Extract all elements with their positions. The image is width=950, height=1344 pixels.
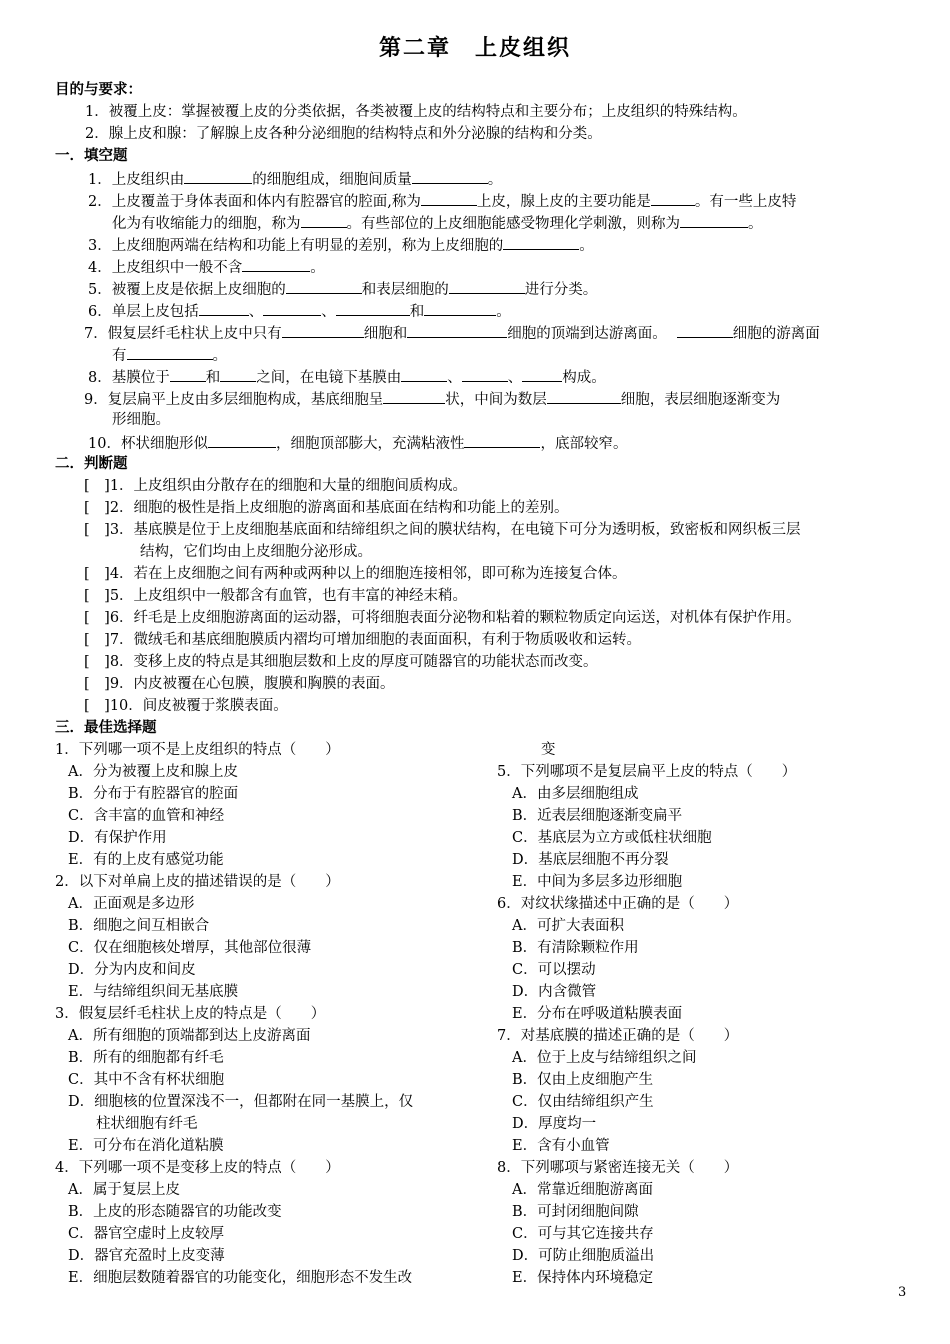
choice-option: B．细胞之间互相嵌合 bbox=[68, 918, 210, 934]
choice-option: D．内含微管 bbox=[512, 984, 597, 1000]
choice-question: 7．对基底膜的描述正确的是（ ） bbox=[497, 1028, 739, 1044]
choice-option: A．分为被覆上皮和腺上皮 bbox=[68, 764, 238, 780]
choice-option: C．其中不含有杯状细胞 bbox=[68, 1072, 225, 1088]
objective-item: 1．被覆上皮：掌握被覆上皮的分类依据，各类被覆上皮的结构特点和主要分布；上皮组织的特殊结构。 bbox=[85, 104, 747, 120]
choice-option: B．近表层细胞逐渐变扁平 bbox=[512, 808, 683, 824]
choice-option: D．细胞核的位置深浅不一，但都附在同一基膜上，仅 bbox=[68, 1094, 414, 1110]
choice-option: C．仅在细胞核处增厚，其他部位很薄 bbox=[68, 940, 312, 956]
fill-q9-cont: 形细胞。 bbox=[112, 412, 170, 428]
choice-option: E．有的上皮有感觉功能 bbox=[68, 852, 224, 868]
choice-option: B．分布于有腔器官的腔面 bbox=[68, 786, 239, 802]
choice-text-cont: 变 bbox=[541, 742, 556, 758]
judge-item-cont: 结构，它们均由上皮细胞分泌形成。 bbox=[140, 544, 372, 560]
choice-question: 3．假复层纤毛柱状上皮的特点是（ ） bbox=[55, 1006, 326, 1022]
choice-option: A．由多层细胞组成 bbox=[512, 786, 639, 802]
choice-option: C．基底层为立方或低柱状细胞 bbox=[512, 830, 712, 846]
judge-item: [ ]4．若在上皮细胞之间有两种或两种以上的细胞连接相邻，即可称为连接复合体。 bbox=[84, 566, 627, 582]
judge-item: [ ]2．细胞的极性是指上皮细胞的游离面和基底面在结构和功能上的差别。 bbox=[84, 500, 569, 516]
fill-q1: 1．上皮组织由 的细胞组成，细胞间质量 。 bbox=[88, 168, 502, 192]
choice-question: 8．下列哪项与紧密连接无关（ ） bbox=[497, 1160, 739, 1176]
choice-option: B．上皮的形态随器官的功能改变 bbox=[68, 1204, 282, 1220]
objectives-heading: 目的与要求： bbox=[55, 82, 142, 98]
choice-option: B．可封闭细胞间隙 bbox=[512, 1204, 639, 1220]
judge-item: [ ]9．内皮被覆在心包膜，腹膜和胸膜的表面。 bbox=[84, 676, 395, 692]
fill-q2-cont: 化为有收缩能力的细胞，称为 。有些部位的上皮细胞能感受物理化学刺激，则称为 。 bbox=[112, 212, 763, 236]
choice-option: E．分布在呼吸道粘膜表面 bbox=[512, 1006, 683, 1022]
choice-option: D．分为内皮和间皮 bbox=[68, 962, 196, 978]
choice-option: A．所有细胞的顶端都到达上皮游离面 bbox=[68, 1028, 311, 1044]
choice-option: D．基底层细胞不再分裂 bbox=[512, 852, 669, 868]
choice-heading: 三．最佳选择题 bbox=[55, 720, 157, 736]
choice-text-cont: 柱状细胞有纤毛 bbox=[96, 1116, 198, 1132]
choice-option: C．可以摆动 bbox=[512, 962, 596, 978]
choice-option: E．保持体内环境稳定 bbox=[512, 1270, 654, 1286]
fill-q8: 8．基膜位于 和 之间，在电镜下基膜由 、 、 构成。 bbox=[88, 366, 606, 390]
fill-q7: 7．假复层纤毛柱状上皮中只有 细胞和 细胞的顶端到达游离面。 细胞的游离面 bbox=[84, 322, 820, 346]
choice-option: B．所有的细胞都有纤毛 bbox=[68, 1050, 224, 1066]
fill-q4: 4．上皮组织中一般不含 。 bbox=[88, 256, 325, 280]
judge-item: [ ]8．变移上皮的特点是其细胞层数和上皮的厚度可随器官的功能状态而改变。 bbox=[84, 654, 598, 670]
choice-question: 6．对纹状缘描述中正确的是（ ） bbox=[497, 896, 739, 912]
choice-question: 4．下列哪一项不是变移上皮的特点（ ） bbox=[55, 1160, 340, 1176]
choice-option: D．厚度均一 bbox=[512, 1116, 597, 1132]
choice-question: 5．下列哪项不是复层扁平上皮的特点（ ） bbox=[497, 764, 797, 780]
fill-q6: 6．单层上皮包括 、 、 和 。 bbox=[88, 300, 511, 324]
fill-heading: 一．填空题 bbox=[55, 148, 128, 164]
judge-item: [ ]1．上皮组织由分散存在的细胞和大量的细胞间质构成。 bbox=[84, 478, 468, 494]
fill-q5: 5．被覆上皮是依据上皮细胞的 和表层细胞的 进行分类。 bbox=[88, 278, 597, 302]
judge-item: [ ]10．间皮被覆于浆膜表面。 bbox=[84, 698, 288, 714]
fill-q7-cont: 有 。 bbox=[112, 344, 227, 368]
choice-option: C．器官空虚时上皮较厚 bbox=[68, 1226, 225, 1242]
choice-option: A．位于上皮与结缔组织之间 bbox=[512, 1050, 697, 1066]
choice-option: D．可防止细胞质溢出 bbox=[512, 1248, 655, 1264]
choice-option: E．含有小血管 bbox=[512, 1138, 610, 1154]
choice-option: A．常靠近细胞游离面 bbox=[512, 1182, 653, 1198]
choice-option: C．仅由结缔组织产生 bbox=[512, 1094, 654, 1110]
fill-q10: 10．杯状细胞形似 ，细胞顶部膨大，充满粘液性 ，底部较窄。 bbox=[88, 432, 627, 456]
fill-q2: 2．上皮覆盖于身体表面和体内有腔器官的腔面,称为 上皮，腺上皮的主要功能是 。有一些上皮特 bbox=[88, 190, 796, 214]
page-title: 第二章 上皮组织 bbox=[378, 36, 571, 61]
choice-question: 2．以下对单扁上皮的描述错误的是（ ） bbox=[55, 874, 340, 890]
choice-option: E．可分布在消化道粘膜 bbox=[68, 1138, 224, 1154]
choice-option: A．可扩大表面积 bbox=[512, 918, 624, 934]
choice-option: B．有清除颗粒作用 bbox=[512, 940, 639, 956]
choice-option: E．中间为多层多边形细胞 bbox=[512, 874, 683, 890]
judge-item: [ ]3．基底膜是位于上皮细胞基底面和结缔组织之间的膜状结构，在电镜下可分为透明板，致密板和网织板三层 bbox=[84, 522, 801, 538]
choice-option: E．与结缔组织间无基底膜 bbox=[68, 984, 239, 1000]
judge-item: [ ]5．上皮组织中一般都含有血管，也有丰富的神经末稍。 bbox=[84, 588, 468, 604]
page-number: 3 bbox=[898, 1285, 907, 1300]
choice-option: C．可与其它连接共存 bbox=[512, 1226, 654, 1242]
objective-item: 2．腺上皮和腺：了解腺上皮各种分泌细胞的结构特点和外分泌腺的结构和分类。 bbox=[85, 126, 602, 142]
choice-option: A．正面观是多边形 bbox=[68, 896, 195, 912]
judge-item: [ ]7．微绒毛和基底细胞膜质内褶均可增加细胞的表面面积，有利于物质吸收和运转。 bbox=[84, 632, 642, 648]
judge-item: [ ]6．纤毛是上皮细胞游离面的运动器，可将细胞表面分泌物和粘着的颗粒物质定向运送，对机体有保护作用。 bbox=[84, 610, 801, 626]
judge-heading: 二．判断题 bbox=[55, 456, 128, 472]
choice-option: A．属于复层上皮 bbox=[68, 1182, 180, 1198]
choice-option: D．器官充盈时上皮变薄 bbox=[68, 1248, 225, 1264]
choice-option: B．仅由上皮细胞产生 bbox=[512, 1072, 654, 1088]
choice-option: D．有保护作用 bbox=[68, 830, 167, 846]
choice-option: C．含丰富的血管和神经 bbox=[68, 808, 225, 824]
choice-question: 1．下列哪一项不是上皮组织的特点（ ） bbox=[55, 742, 340, 758]
fill-q9: 9．复层扁平上皮由多层细胞构成，基底细胞呈 状，中间为数层 细胞，表层细胞逐渐变为 bbox=[84, 388, 780, 412]
choice-option: E．细胞层数随着器官的功能变化，细胞形态不发生改 bbox=[68, 1270, 413, 1286]
fill-q3: 3．上皮细胞两端在结构和功能上有明显的差别，称为上皮细胞的 。 bbox=[88, 234, 594, 258]
